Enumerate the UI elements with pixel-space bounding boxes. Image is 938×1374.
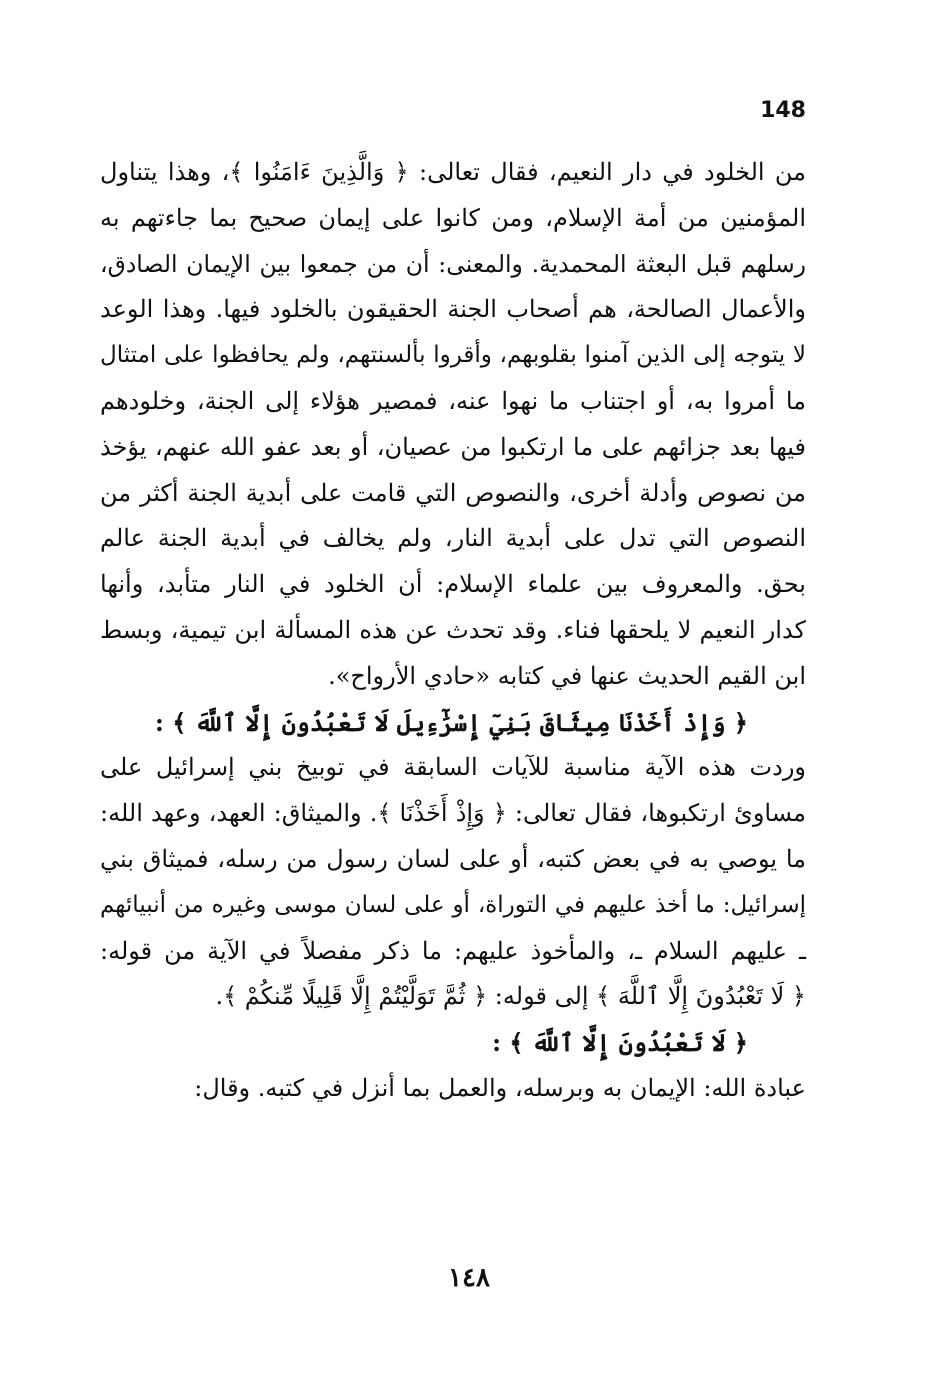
text-line: ـ عليهم السلام ـ، والمأخوذ عليهم: ما ذكر مفصلاً في الآية من قوله: xyxy=(100,936,806,965)
page-number-top: 148 xyxy=(760,98,806,123)
page-number-bottom: ١٤٨ xyxy=(448,1263,490,1293)
text-line: ﴿ لَا تَعْبُدُونَ إِلَّا ٱللَّهَ ﴾ إلى قوله: ﴿ ثُمَّ تَوَلَّيْتُمْ إِلَّا قَلِيلًا مِّنكُمْ ﴾. xyxy=(215,982,806,1011)
text-line: ما أمروا به، أو اجتناب ما نهوا عنه، فمصير هؤلاء إلى الجنة، وخلودهم xyxy=(100,386,806,415)
text-line: كدار النعيم لا يلحقها فناء. وقد تحدث عن هذه المسألة ابن تيمية، وبسط xyxy=(100,615,806,644)
text-line: المؤمنين من أمة الإسلام، ومن كانوا على إيمان صحيح بما جاءتهم به xyxy=(100,203,806,232)
verse-heading: ﴿ وَإِذْ أَخَذْنَا مِيثَاقَ بَنِيٓ إِسْرَٰٓءِيلَ لَا تَعْبُدُونَ إِلَّا ٱللَّهَ ﴾ : xyxy=(155,707,748,737)
text-line: رسلهم قبل البعثة المحمدية. والمعنى: أن من جمعوا بين الإيمان الصادق، xyxy=(100,249,806,278)
text-line: ابن القيم الحديث عنها في كتابه «حادي الأرواح». xyxy=(328,661,806,690)
text-line: النصوص التي تدل على أبدية النار، ولم يخالف في أبدية الجنة عالم xyxy=(100,524,806,553)
text-line: بحق. والمعروف بين علماء الإسلام: أن الخلود في النار متأبد، وأنها xyxy=(100,570,806,599)
verse-heading: ﴿ لَا تَعْبُدُونَ إِلَّا ٱللَّهَ ﴾ : xyxy=(492,1028,748,1058)
text-line: فيها بعد جزائهم على ما ارتكبوا من عصيان، أو بعد عفو الله عنهم، يؤخذ xyxy=(100,432,806,461)
text-line: إسرائيل: ما أخذ عليهم في التوراة، أو على لسان موسى وغيره من أنبيائهم xyxy=(100,891,806,918)
text-line: وردت هذه الآية مناسبة للآيات السابقة في توبيخ بني إسرائيل على xyxy=(100,753,806,782)
text-line: عبادة الله: الإيمان به وبرسله، والعمل بما أنزل في كتبه. وقال: xyxy=(194,1073,806,1102)
text-line: لا يتوجه إلى الذين آمنوا بقلوبهم، وأقروا بألسنتهم، ولم يحافظوا على امتثال xyxy=(100,342,806,369)
text-line: من الخلود في دار النعيم، فقال تعالى: ﴿ وَالَّذِينَ ءَامَنُوا ﴾، وهذا يتناول xyxy=(100,158,806,186)
text-line: ما يوصي به في بعض كتبه، أو على لسان رسول من رسله، فميثاق بني xyxy=(100,844,806,873)
text-line: مساوئ ارتكبوها، فقال تعالى: ﴿ وَإِذْ أَخَذْنَا ﴾. والميثاق: العهد، وعهد الله: xyxy=(100,799,806,828)
body-text xyxy=(100,150,806,1112)
text-line: والأعمال الصالحة، هم أصحاب الجنة الحقيقون بالخلود فيها. وهذا الوعد xyxy=(100,295,806,324)
text-line: من نصوص وأدلة أخرى، والنصوص التي قامت على أبدية الجنة أكثر من xyxy=(100,478,806,507)
